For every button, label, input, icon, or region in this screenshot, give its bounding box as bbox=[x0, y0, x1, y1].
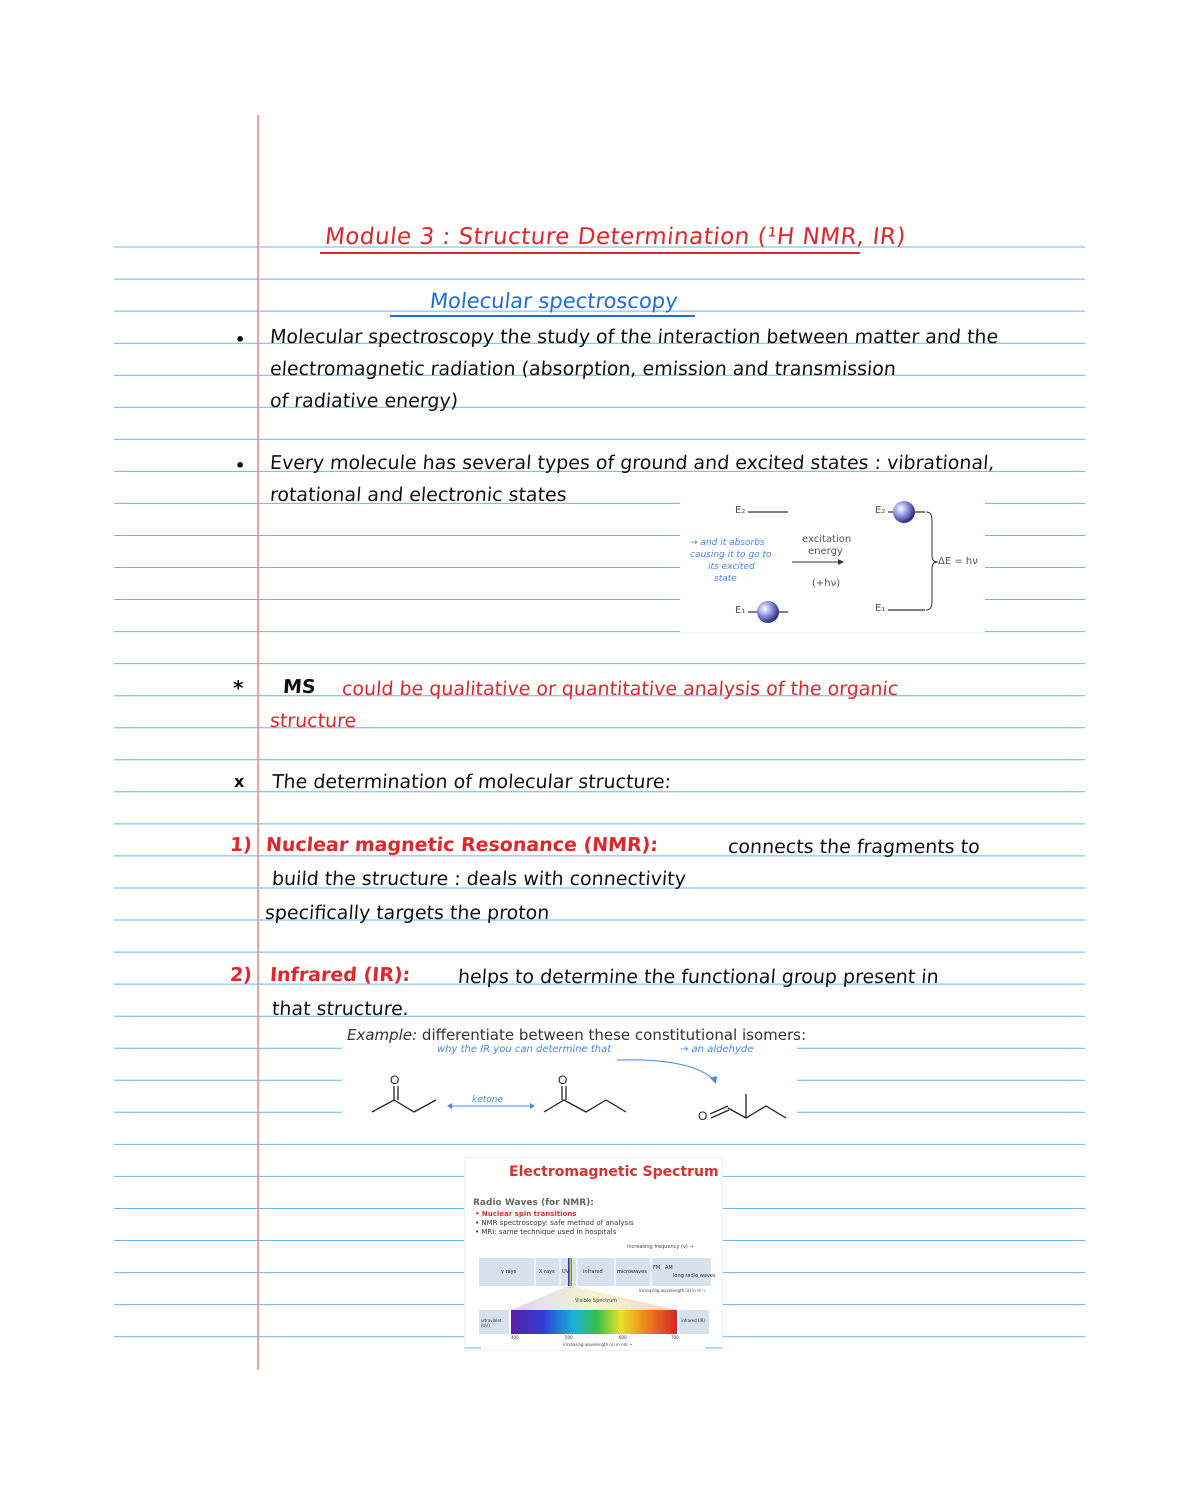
ir-line-1: that structure. bbox=[271, 998, 410, 1020]
e1-left-label: E₁ bbox=[735, 605, 746, 616]
ms-line-1: could be qualitative or quantitative analysis of the organic bbox=[341, 678, 900, 700]
ir-number: 2) bbox=[229, 964, 253, 986]
oxygen-label: O bbox=[698, 1109, 708, 1123]
absorption-note-1: → and it absorbs bbox=[690, 538, 765, 548]
aldehyde-double-bond bbox=[711, 1110, 729, 1118]
nmr-heading: Nuclear magnetic Resonance (NMR): bbox=[265, 834, 659, 856]
e2-left-label: E₂ bbox=[735, 505, 746, 516]
energy-diagram bbox=[680, 498, 985, 632]
nmr-number: 1) bbox=[229, 834, 253, 856]
isomer-structures bbox=[342, 1022, 797, 1140]
radio-item-1-text: Nuclear spin transitions bbox=[481, 1210, 577, 1218]
bullet-marker: • bbox=[235, 456, 246, 475]
band-infrared: infrared bbox=[583, 1269, 603, 1275]
uv-tag: ultraviolet (UV) bbox=[481, 1318, 502, 1328]
bullet-2-line-2: rotational and electronic states bbox=[269, 484, 568, 506]
visible-spectrum-label: Visible Spectrum bbox=[575, 1298, 618, 1304]
bullet-1-line-2: electromagnetic radiation (absorption, emission and transmission bbox=[269, 358, 897, 380]
bullet-1-line-1: Molecular spectroscopy the study of the interaction between matter and the bbox=[269, 326, 999, 348]
pentan-3-one-skeleton bbox=[372, 1100, 436, 1112]
absorption-note-3: its excited bbox=[708, 562, 755, 572]
nmr-rest: connects the fragments to bbox=[727, 836, 981, 858]
bullet-2-line-1: Every molecule has several types of ground and excited states : vibrational, bbox=[269, 452, 996, 474]
radio-item-2: • NMR spectroscopy: safe method of analysis bbox=[475, 1219, 634, 1227]
band-gamma: γ rays bbox=[501, 1269, 517, 1275]
band-fm: FM bbox=[653, 1265, 661, 1271]
freq-label: increasing frequency (ν) → bbox=[627, 1244, 694, 1250]
bullet-1-line-3: of radiative energy) bbox=[269, 390, 459, 412]
arrow-head-icon bbox=[838, 559, 844, 565]
absorption-note-2: causing it to go to bbox=[690, 550, 772, 560]
e2-right-label: E₂ bbox=[875, 505, 886, 516]
nmr-line-1: build the structure : deals with connectivity bbox=[271, 868, 687, 890]
nm-tick-700: 700 bbox=[671, 1335, 679, 1340]
bullet-marker: • bbox=[235, 330, 246, 349]
arrow-head-icon bbox=[530, 1103, 535, 1109]
radio-item-1: • Nuclear spin transitions bbox=[475, 1210, 577, 1218]
nmr-line-2: specifically targets the proton bbox=[264, 902, 551, 924]
band-am: AM bbox=[665, 1265, 673, 1271]
e1-right-label: E₁ bbox=[875, 603, 886, 614]
nm-tick-500: 500 bbox=[565, 1335, 573, 1340]
isomer-example bbox=[342, 1022, 807, 1140]
star-marker: * bbox=[233, 676, 244, 700]
electron-ball-ground bbox=[757, 601, 779, 623]
subtitle-underline bbox=[390, 315, 695, 317]
aldehyde-skeleton bbox=[728, 1106, 786, 1118]
oxygen-label: O bbox=[558, 1073, 568, 1087]
example-text: differentiate between these constitutional isomers: bbox=[421, 1026, 807, 1044]
ir-heading: Infrared (IR): bbox=[269, 964, 411, 986]
note-arrow bbox=[617, 1060, 714, 1080]
h-nu-label: (+hν) bbox=[812, 578, 841, 589]
oxygen-label: O bbox=[390, 1073, 400, 1087]
band-uv: UV bbox=[562, 1269, 570, 1275]
aldehyde-double-bond bbox=[710, 1106, 728, 1114]
pentan-2-one-skeleton bbox=[544, 1100, 626, 1112]
delta-e-label: ΔE = hν bbox=[938, 556, 978, 567]
example-label: Example: bbox=[347, 1026, 418, 1044]
radio-item-3: • MRI: same technique used in hospitals bbox=[475, 1228, 617, 1236]
section-subtitle: Molecular spectroscopy bbox=[428, 289, 679, 313]
radio-heading: Radio Waves (for NMR): bbox=[473, 1198, 594, 1208]
band-microwaves: microwaves bbox=[617, 1269, 647, 1275]
band-xray: X rays bbox=[539, 1269, 555, 1275]
em-spectrum-figure bbox=[464, 1157, 723, 1351]
ms-line-2: structure bbox=[269, 710, 358, 732]
visible-rainbow bbox=[511, 1310, 677, 1334]
excitation-label: excitation bbox=[802, 534, 852, 545]
ir-tag: infrared (IR) bbox=[681, 1318, 706, 1323]
page-title: Module 3 : Structure Determination (¹H NMR, IR) bbox=[323, 224, 908, 250]
arrow-head-icon bbox=[447, 1103, 452, 1109]
ir-rest: helps to determine the functional group present in bbox=[457, 966, 940, 988]
band-long-radio: long radio waves bbox=[673, 1273, 716, 1279]
delta-brace bbox=[926, 512, 938, 610]
ir-note: why the IR you can determine that bbox=[437, 1044, 612, 1055]
ketone-label: ketone bbox=[472, 1095, 504, 1105]
nm-tick-600: 600 bbox=[619, 1335, 627, 1340]
nm-tick-400: 400 bbox=[511, 1335, 519, 1340]
radio-item-3-text: MRI: same technique used in hospitals bbox=[481, 1228, 617, 1236]
wavelength-m-label: increasing wavelength (λ) in m → bbox=[639, 1288, 706, 1293]
wavelength-nm-label: increasing wavelength (λ) in nm → bbox=[563, 1342, 633, 1347]
ms-label: MS bbox=[282, 676, 317, 698]
em-spectrum-title: Electromagnetic Spectrum bbox=[509, 1164, 719, 1180]
radio-item-2-text: NMR spectroscopy: safe method of analysis bbox=[481, 1219, 634, 1227]
determination-text: The determination of molecular structure: bbox=[271, 771, 672, 793]
aldehyde-note: → an aldehyde bbox=[680, 1044, 754, 1055]
absorption-note-4: state bbox=[714, 574, 737, 584]
energy-label: energy bbox=[808, 546, 843, 557]
x-marker: x bbox=[234, 772, 245, 791]
electron-ball-excited bbox=[893, 501, 915, 523]
title-underline bbox=[320, 252, 860, 254]
